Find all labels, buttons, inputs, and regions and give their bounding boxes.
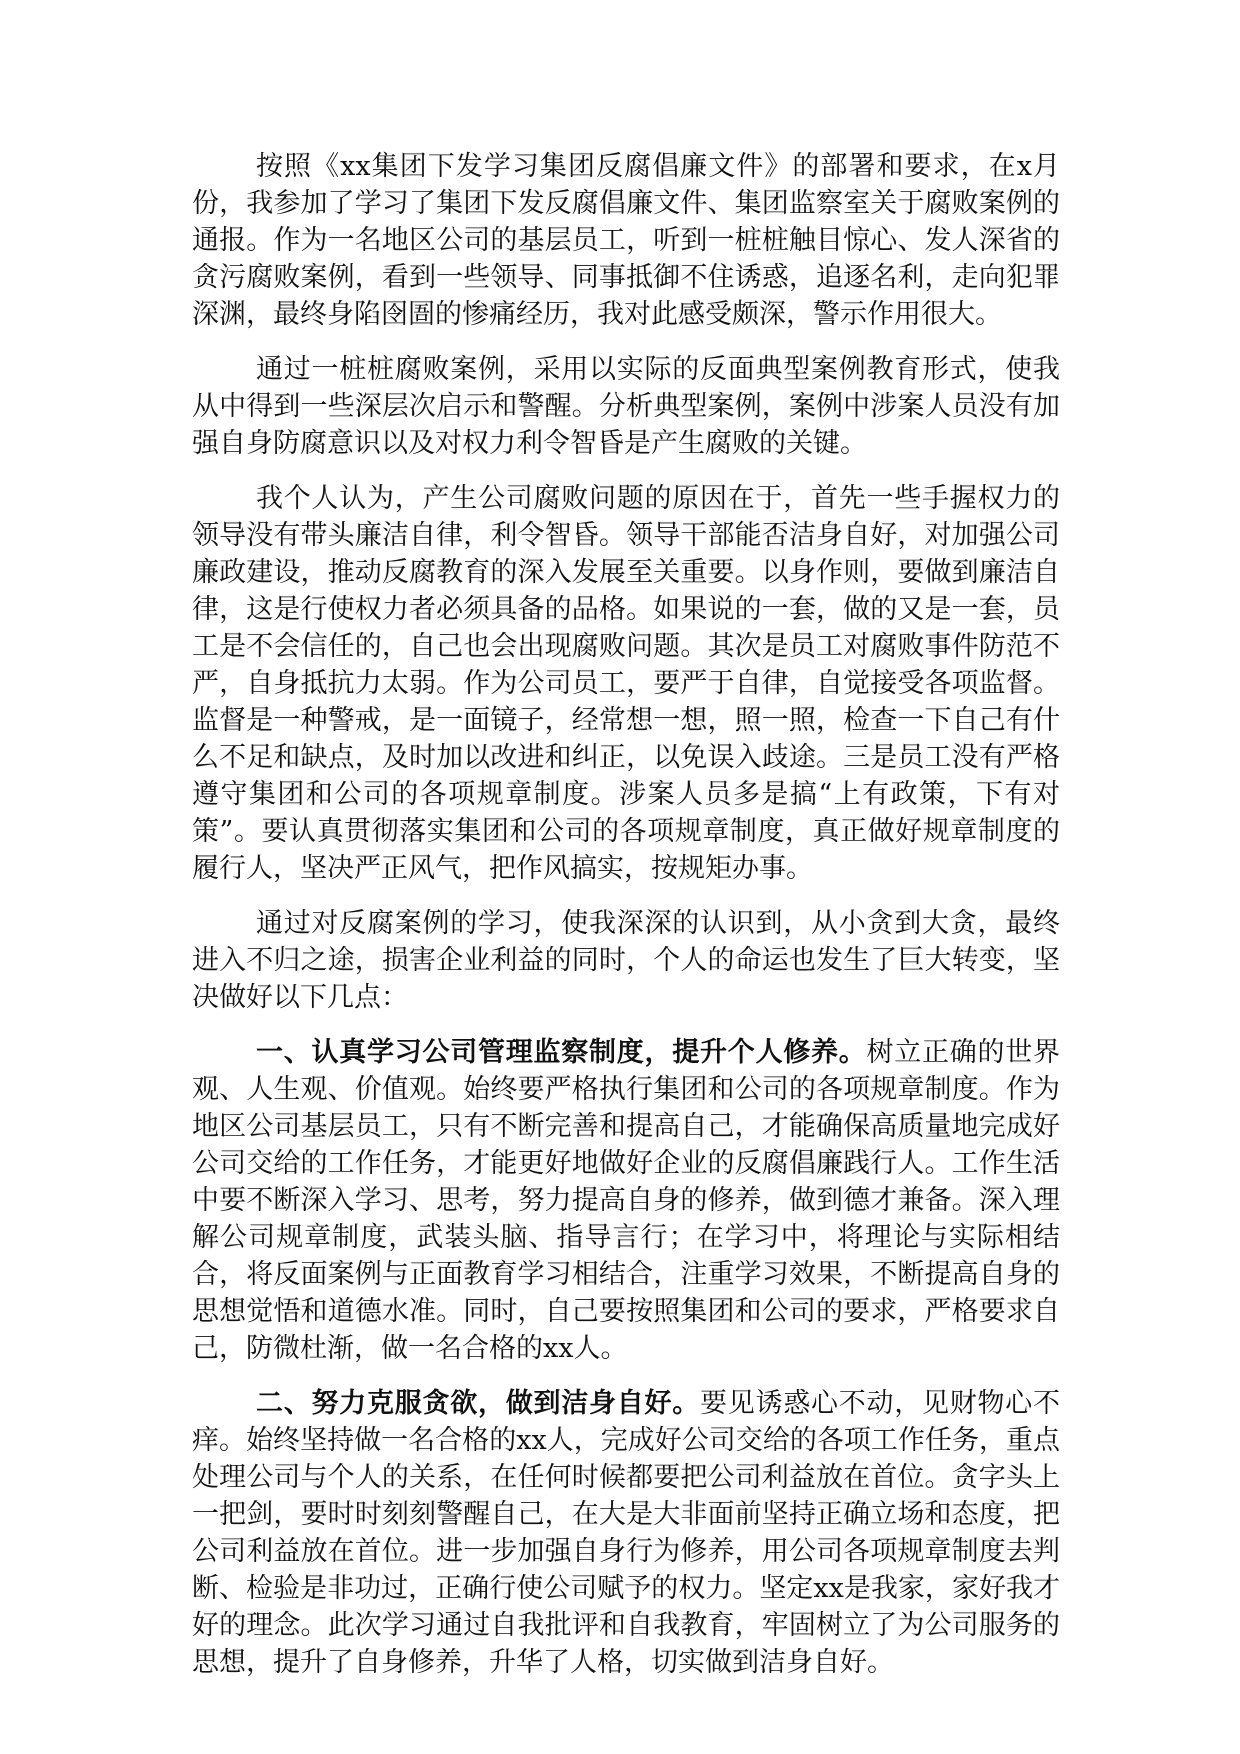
paragraph-1-text: 按照《xx集团下发学习集团反腐倡廉文件》的部署和要求，在x月份，我参加了学习了集团下发反腐倡廉文件、集团监察室关于腐败案例的通报。作为一名地区公司的基层员工，听到一桩桩触目惊心、发人深省的贪污腐败案例，看到一些领导、同事抵御不住诱惑，追逐名利，走向犯罪深渊，最终身陷囹圄的惨痛经历，我对此感受颇深，警示作用很大。: [192, 151, 1060, 330]
paragraph-2: [192, 351, 1060, 462]
paragraph-5-heading: 一、认真学习公司管理监察制度，提升个人修养。: [256, 1037, 867, 1068]
paragraph-6-heading: 二、努力克服贪欲，做到洁身自好。: [256, 1388, 700, 1419]
paragraph-1: [192, 148, 1060, 333]
paragraph-2-text: 通过一桩桩腐败案例，采用以实际的反面典型案例教育形式，使我从中得到一些深层次启示和警醒。分析典型案例，案例中涉案人员没有加强自身防腐意识以及对权力利令智昏是产生腐败的关键。: [192, 354, 1060, 459]
paragraph-6-text: 要见诱惑心不动，见财物心不痒。始终坚持做一名合格的xx人，完成好公司交给的各项工作任务，重点处理公司与个人的关系，在任何时候都要把公司利益放在首位。贪字头上一把剑，要时时刻刻警醒自己，在大是大非面前坚持正确立场和态度，把公司利益放在首位。进一步加强自身行为修养，用公司各项规章制度去判断、检验是非功过，正确行使公司赋予的权力。坚定xx是我家，家好我才好的理念。此次学习通过自我批评和自我教育，牢固树立了为公司服务的思想，提升了自身修养，升华了人格，切实做到洁身自好。: [192, 1388, 1060, 1678]
paragraph-3-text: 我个人认为，产生公司腐败问题的原因在于，首先一些手握权力的领导没有带头廉洁自律，利令智昏。领导干部能否洁身自好，对加强公司廉政建设，推动反腐教育的深入发展至关重要。以身作则，要做到廉洁自律，这是行使权力者必须具备的品格。如果说的一套，做的又是一套，员工是不会信任的，自己也会出现腐败问题。其次是员工对腐败事件防范不严，自身抵抗力太弱。作为公司员工，要严于自律，自觉接受各项监督。监督是一种警戒，是一面镜子，经常想一想，照一照，检查一下自己有什么不足和缺点，及时加以改进和纠正，以免误入歧途。三是员工没有严格遵守集团和公司的各项规章制度。涉案人员多是搞“上有政策，下有对策”。要认真贯彻落实集团和公司的各项规章制度，真正做好规章制度的履行人，坚决严正风气，把作风搞实，按规矩办事。: [192, 483, 1060, 884]
paragraph-5: [192, 1034, 1060, 1367]
paragraph-3: [192, 480, 1060, 887]
paragraph-6: [192, 1385, 1060, 1681]
paragraph-4: [192, 905, 1060, 1016]
paragraph-5-text: 树立正确的世界观、人生观、价值观。始终要严格执行集团和公司的各项规章制度。作为地区公司基层员工，只有不断完善和提高自己，才能确保高质量地完成好公司交给的工作任务，才能更好地做好企业的反腐倡廉践行人。工作生活中要不断深入学习、思考，努力提高自身的修养，做到德才兼备。深入理解公司规章制度，武装头脑、指导言行；在学习中，将理论与实际相结合，将反面案例与正面教育学习相结合，注重学习效果，不断提高自身的思想觉悟和道德水准。同时，自己要按照集团和公司的要求，严格要求自己，防微杜渐，做一名合格的xx人。: [192, 1037, 1060, 1364]
document-body: [192, 148, 1060, 1699]
paragraph-4-text: 通过对反腐案例的学习，使我深深的认识到，从小贪到大贪，最终进入不归之途，损害企业利益的同时，个人的命运也发生了巨大转变，坚决做好以下几点：: [192, 908, 1060, 1013]
